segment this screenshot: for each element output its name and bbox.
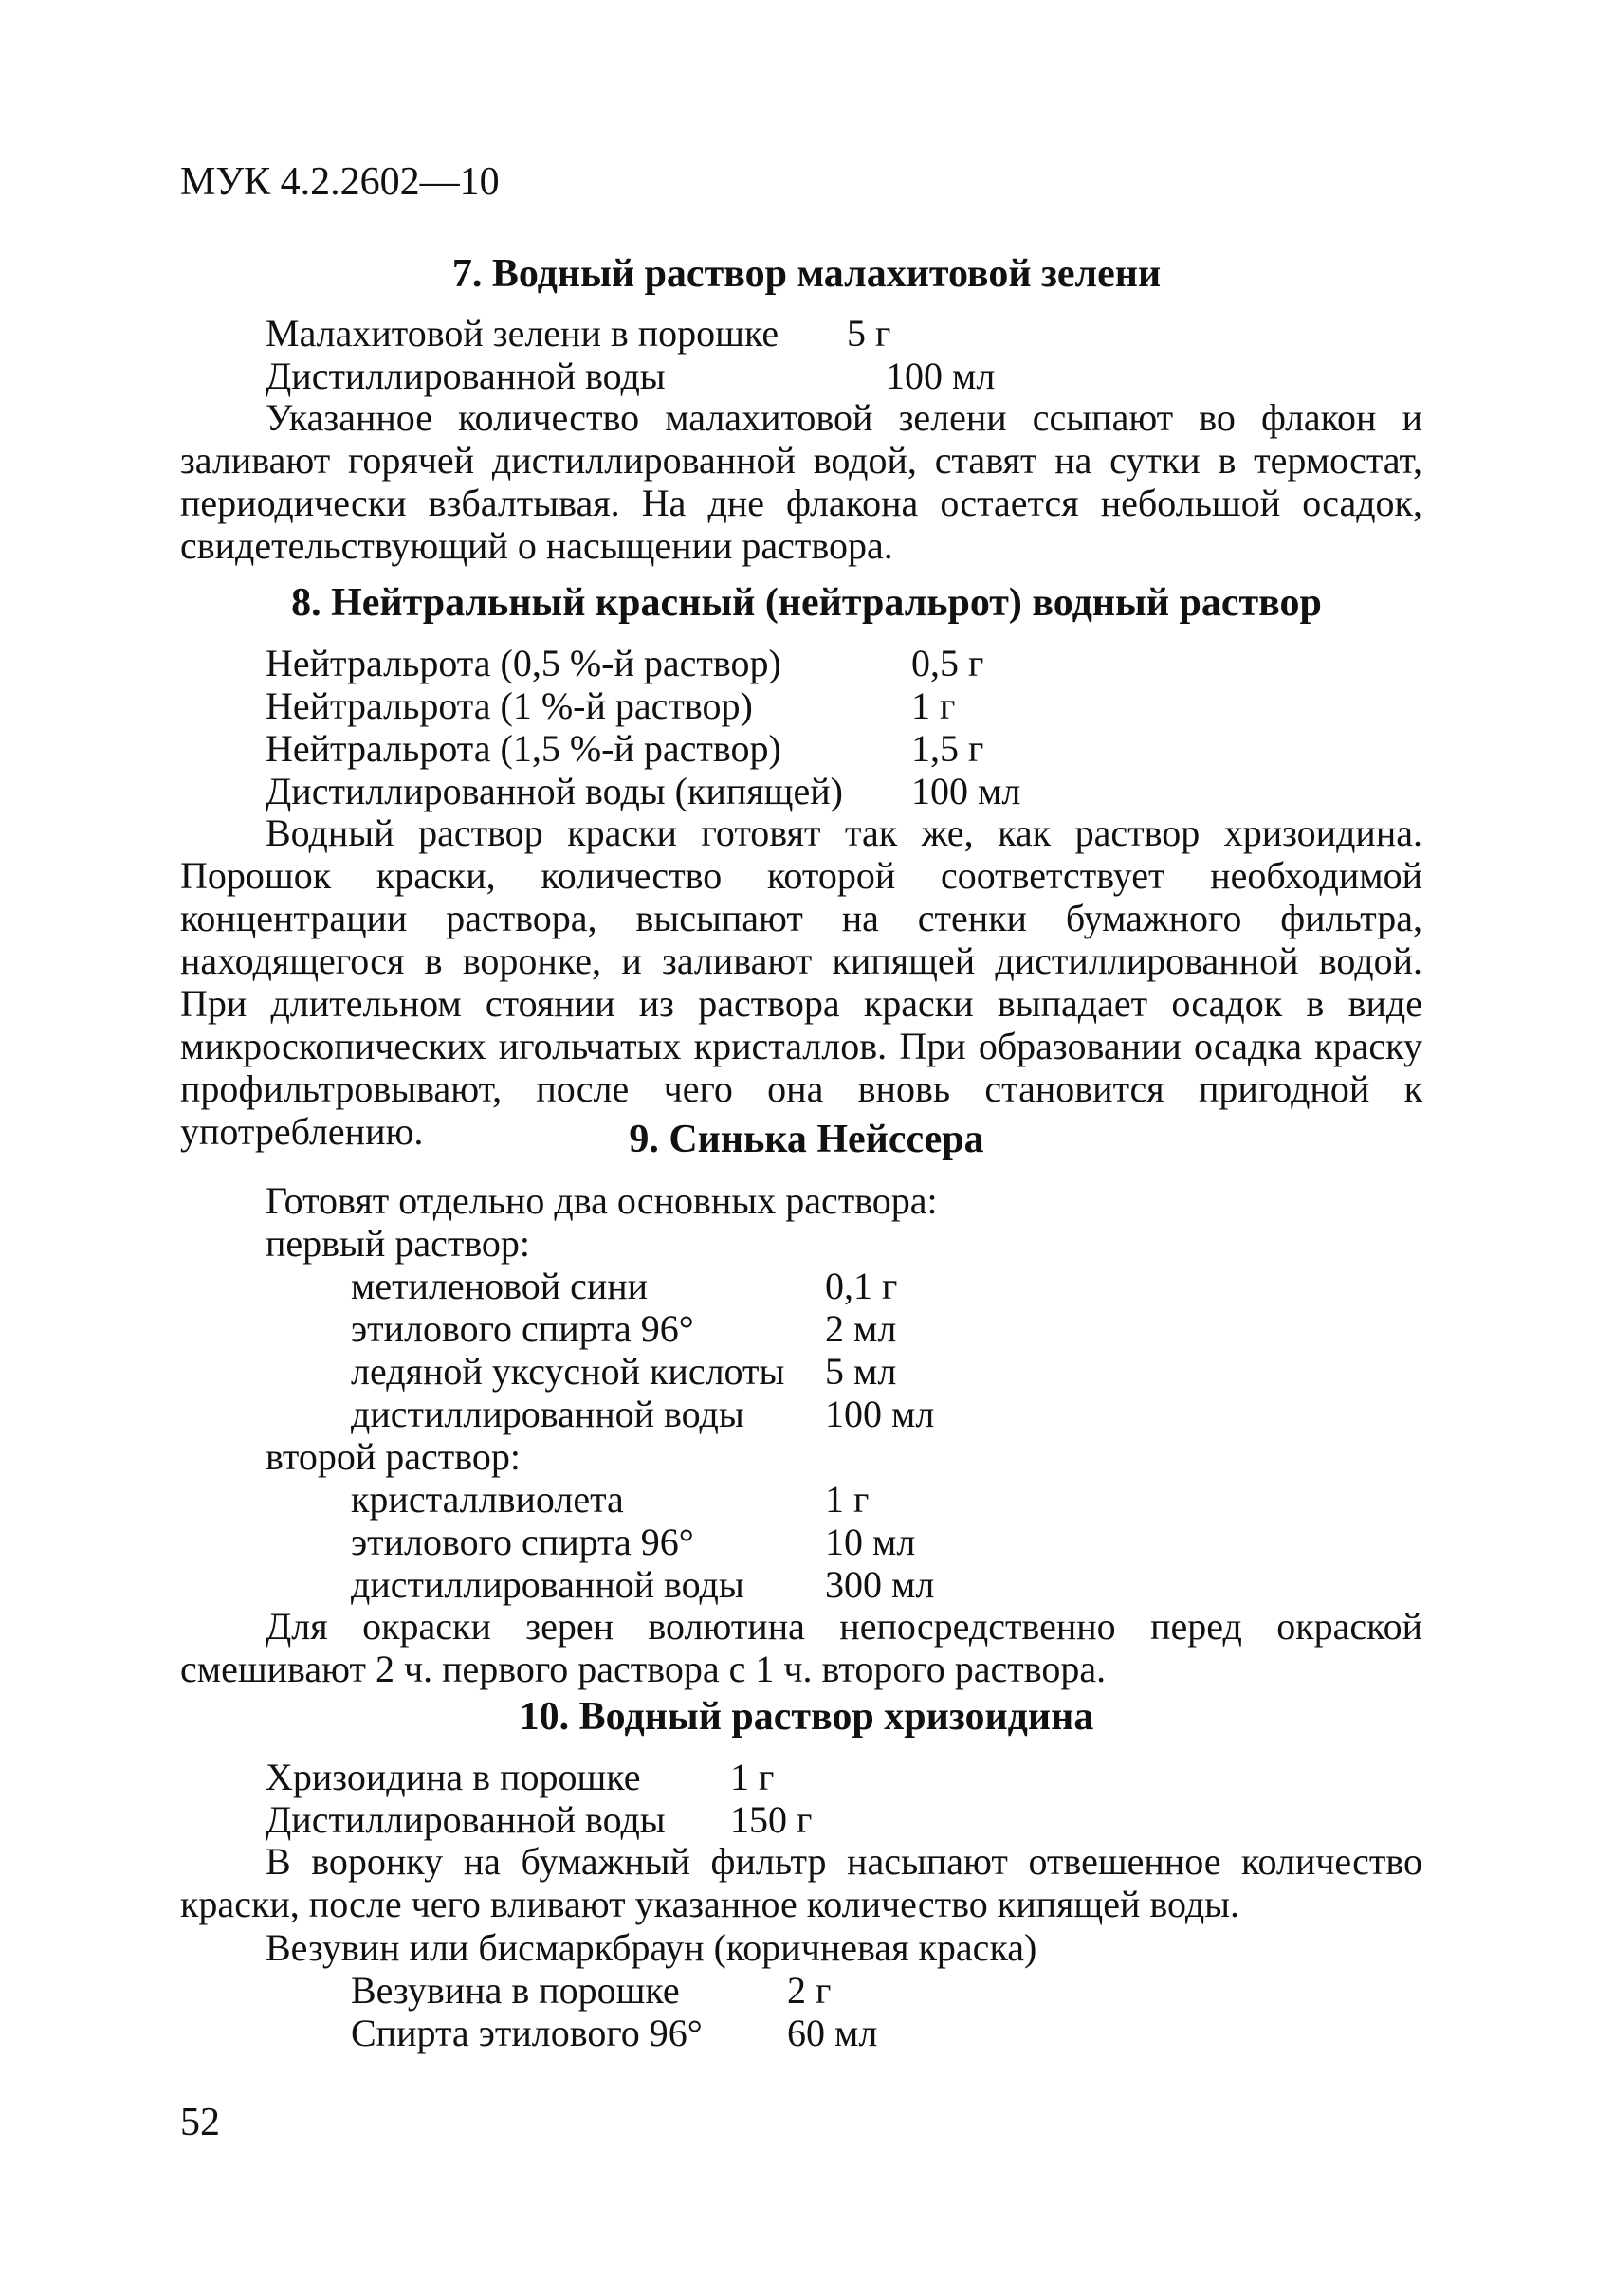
s9-first-row-4-value: 100 мл [825,1393,935,1435]
s9-first-label: первый раствор: [266,1222,531,1265]
s10-sub-row-1-name: Везувина в порошке [351,1969,680,2012]
section-7-title: 7. Водный раствор малахитовой зелени [451,252,1162,296]
s7-row-1-value: 5 г [847,312,891,355]
s10-row-2-name: Дистиллированной воды [266,1798,666,1841]
s10-sub-label: Везувин или бисмаркбраун (коричневая краска) [266,1926,1037,1969]
s8-row-3-value: 1,5 г [911,727,984,770]
page-number: 52 [180,2101,220,2144]
s9-intro: Готовят отдельно два основных раствора: [266,1179,938,1222]
s10-sub-row-2-name: Спирта этилового 96° [351,2012,703,2054]
s9-first-row-2-name: этилового спирта 96° [351,1307,694,1350]
s8-row-2-value: 1 г [911,684,956,727]
s10-sub-row-1-value: 2 г [787,1969,832,2012]
s10-sub-row-2-value: 60 мл [787,2012,878,2054]
s9-first-row-1-name: метиленовой сини [351,1265,649,1307]
s10-paragraph [180,1840,1422,1925]
s8-row-2-name: Нейтральрота (1 %-й раствор) [266,684,753,727]
s8-row-4-value: 100 мл [911,770,1021,812]
s9-first-row-4-name: дистиллированной воды [351,1393,744,1435]
s9-second-row-1-name: кристаллвиолета [351,1478,624,1521]
s9-first-row-3-name: ледяной уксусной кислоты [351,1350,785,1393]
s9-second-row-1-value: 1 г [825,1478,870,1521]
s10-row-1-name: Хризоидина в порошке [266,1756,641,1798]
s8-row-3-name: Нейтральрота (1,5 %-й раствор) [266,727,781,770]
s9-first-row-3-value: 5 мл [825,1350,897,1393]
section-9-title: 9. Синька Нейссера [629,1118,984,1161]
s8-row-1-value: 0,5 г [911,642,984,684]
s9-paragraph [180,1605,1422,1690]
s7-row-2-value: 100 мл [886,355,996,397]
s10-text: В воронку на бумажный фильтр насыпают отвешенное количество краски, после чего вливают указанное количество кипящей воды. [180,1840,1422,1925]
s7-row-2-name: Дистиллированной воды [266,355,666,397]
s9-second-label: второй раствор: [266,1435,521,1478]
s9-second-row-3-name: дистиллированной воды [351,1563,744,1606]
s7-row-1-name: Малахитовой зелени в порошке [266,312,779,355]
section-10-title: 10. Водный раствор хризоидина [519,1695,1094,1739]
s8-paragraph [180,811,1422,1153]
s9-second-row-2-value: 10 мл [825,1521,916,1563]
s9-first-row-1-value: 0,1 г [825,1265,898,1307]
s9-second-row-2-name: этилового спирта 96° [351,1521,694,1563]
s8-row-4-name: Дистиллированной воды (кипящей) [266,770,843,812]
s7-text: Указанное количество малахитовой зелени ссыпают во флакон и заливают горячей дистиллированной водой, ставят на сутки в термостат, периодически взбалтывая. На дне флакона остается небольшой осадок, свидетельствующий о насыщении раствора. [180,396,1422,567]
s9-text: Для окраски зерен волютина непосредственно перед окраской смешивают 2 ч. первого раствора с 1 ч. второго раствора. [180,1605,1422,1690]
s9-second-row-3-value: 300 мл [825,1563,935,1606]
s10-row-2-value: 150 г [730,1798,813,1841]
s8-row-1-name: Нейтральрота (0,5 %-й раствор) [266,642,781,684]
s7-paragraph [180,396,1422,567]
s10-row-1-value: 1 г [730,1756,775,1798]
section-8-title: 8. Нейтральный красный (нейтральрот) водный раствор [291,581,1322,625]
s8-text: Водный раствор краски готовят так же, как раствор хризоидина. Порошок краски, количество которой соответствует необходимой концентрации раствора, высыпают на стенки бумажного фильтра, находящегося в воронке, и заливают кипящей дистиллированной водой. При длительном стоянии из раствора краски выпадает осадок в виде микроскопических игольчатых кристаллов. При образовании осадка краску профильтровывают, после чего она вновь становится пригодной к употреблению. [180,811,1422,1153]
document-header: МУК 4.2.2602—10 [180,160,500,204]
s9-first-row-2-value: 2 мл [825,1307,897,1350]
